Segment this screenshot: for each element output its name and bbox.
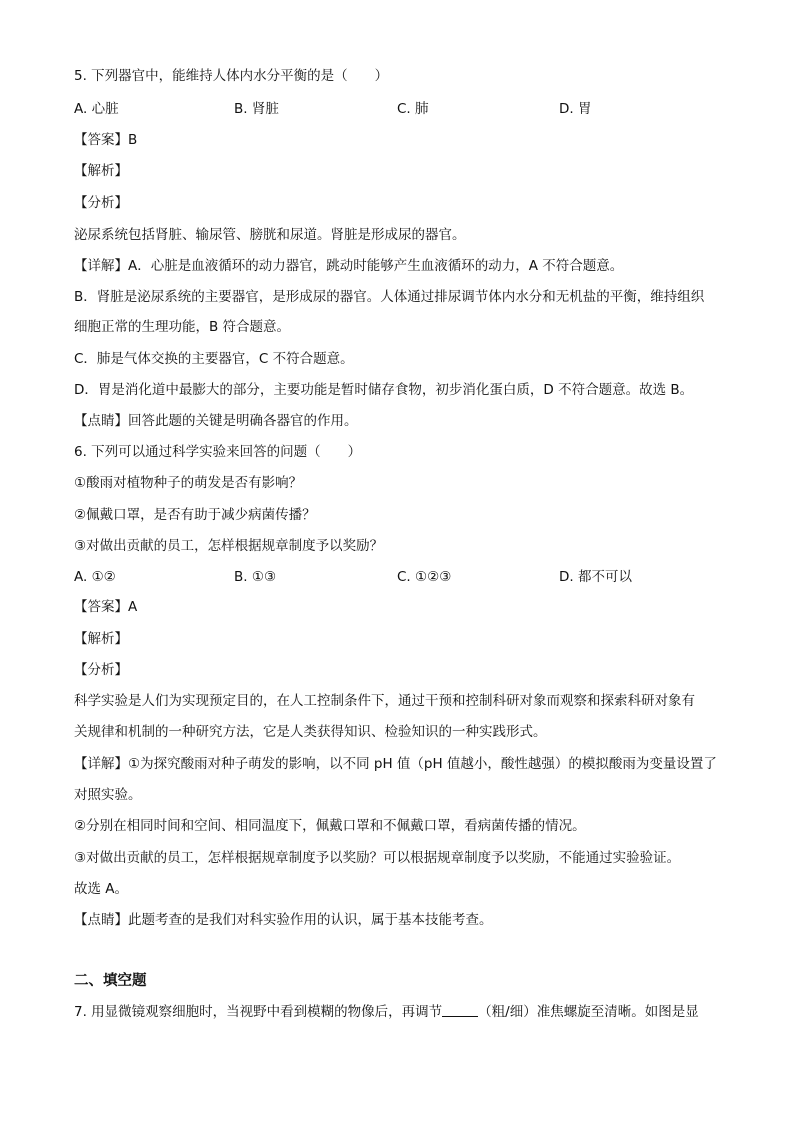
section-heading-fill-in: 二、填空题 bbox=[74, 973, 147, 989]
q5-question: 5. 下列器官中，能维持人体内水分平衡的是（ ） bbox=[74, 68, 389, 84]
q6-detail-1-line1: 【详解】①为探究酸雨对种子萌发的影响，以不同 pH 值（pH 值越小，酸性越强）的模拟酸雨为变量设置了 bbox=[74, 756, 717, 772]
q6-item-3: ③对做出贡献的员工，怎样根据规章制度予以奖励？ bbox=[74, 538, 384, 554]
q6-item-2: ②佩戴口罩，是否有助于减少病菌传播？ bbox=[74, 507, 316, 523]
q6-dianjing: 【点睛】此题考查的是我们对科实验作用的认识，属于基本技能考查。 bbox=[74, 912, 493, 928]
q5-detail-b-line2: 细胞正常的生理功能，B 符合题意。 bbox=[74, 319, 291, 335]
q6-detail-4: 故选 A。 bbox=[74, 881, 129, 897]
q6-fenxi-line1: 科学实验是人们为实现预定目的，在人工控制条件下，通过干预和控制科研对象而观察和探索科研对象有 bbox=[74, 693, 695, 709]
q6-option-b: B. ①③ bbox=[234, 569, 277, 585]
q6-detail-1-line2: 对照实验。 bbox=[74, 787, 142, 803]
q6-fenxi-label: 【分析】 bbox=[74, 662, 128, 678]
q5-option-b: B. 肾脏 bbox=[234, 101, 279, 117]
q5-option-c: C. 肺 bbox=[397, 101, 429, 117]
q6-item-1: ①酸雨对植物种子的萌发是否有影响？ bbox=[74, 475, 303, 491]
q6-option-a: A. ①② bbox=[74, 569, 116, 585]
q5-fenxi-label: 【分析】 bbox=[74, 195, 128, 211]
q5-answer: 【答案】B bbox=[74, 132, 138, 148]
q7-text-part1: 7. 用显微镜观察细胞时，当视野中看到模糊的物像后，再调节 bbox=[74, 1004, 443, 1020]
q6-fenxi-line2: 关规律和机制的一种研究方法，它是人类获得知识、检验知识的一种实践形式。 bbox=[74, 724, 547, 740]
q5-option-d: D. 胃 bbox=[559, 101, 592, 117]
q5-dianjing: 【点睛】回答此题的关键是明确各器官的作用。 bbox=[74, 413, 358, 429]
q5-detail-b-line1: B．肾脏是泌尿系统的主要器官，是形成尿的器官。人体通过排尿调节体内水分和无机盐的平衡，维持组织 bbox=[74, 289, 705, 305]
q5-detail-a: 【详解】A．心脏是血液循环的动力器官，跳动时能够产生血液循环的动力，A 不符合题意。 bbox=[74, 258, 624, 274]
q5-jiexi-label: 【解析】 bbox=[74, 163, 128, 179]
q7-blank bbox=[442, 1004, 478, 1017]
q6-option-c: C. ①②③ bbox=[397, 569, 452, 585]
q5-option-a: A. 心脏 bbox=[74, 101, 119, 117]
q6-jiexi-label: 【解析】 bbox=[74, 631, 128, 647]
q7-text-part2: （粗/细）准焦螺旋至清晰。如图是显 bbox=[478, 1004, 699, 1020]
q5-detail-c: C．肺是气体交换的主要器官，C 不符合题意。 bbox=[74, 351, 354, 367]
q6-answer: 【答案】A bbox=[74, 599, 138, 615]
q5-detail-d: D．胃是消化道中最膨大的部分，主要功能是暂时储存食物，初步消化蛋白质，D 不符合题意。故选 B。 bbox=[74, 382, 694, 398]
q5-fenxi-text: 泌尿系统包括肾脏、输尿管、膀胱和尿道。肾脏是形成尿的器官。 bbox=[74, 227, 466, 243]
q6-option-d: D. 都不可以 bbox=[559, 569, 632, 585]
q6-detail-3: ③对做出贡献的员工，怎样根据规章制度予以奖励？可以根据规章制度予以奖励，不能通过实验验证。 bbox=[74, 850, 681, 866]
q6-detail-2: ②分别在相同时间和空间、相同温度下，佩戴口罩和不佩戴口罩，看病菌传播的情况。 bbox=[74, 818, 586, 834]
q6-question: 6. 下列可以通过科学实验来回答的问题（ ） bbox=[74, 444, 362, 460]
q7-question bbox=[74, 1003, 699, 1021]
